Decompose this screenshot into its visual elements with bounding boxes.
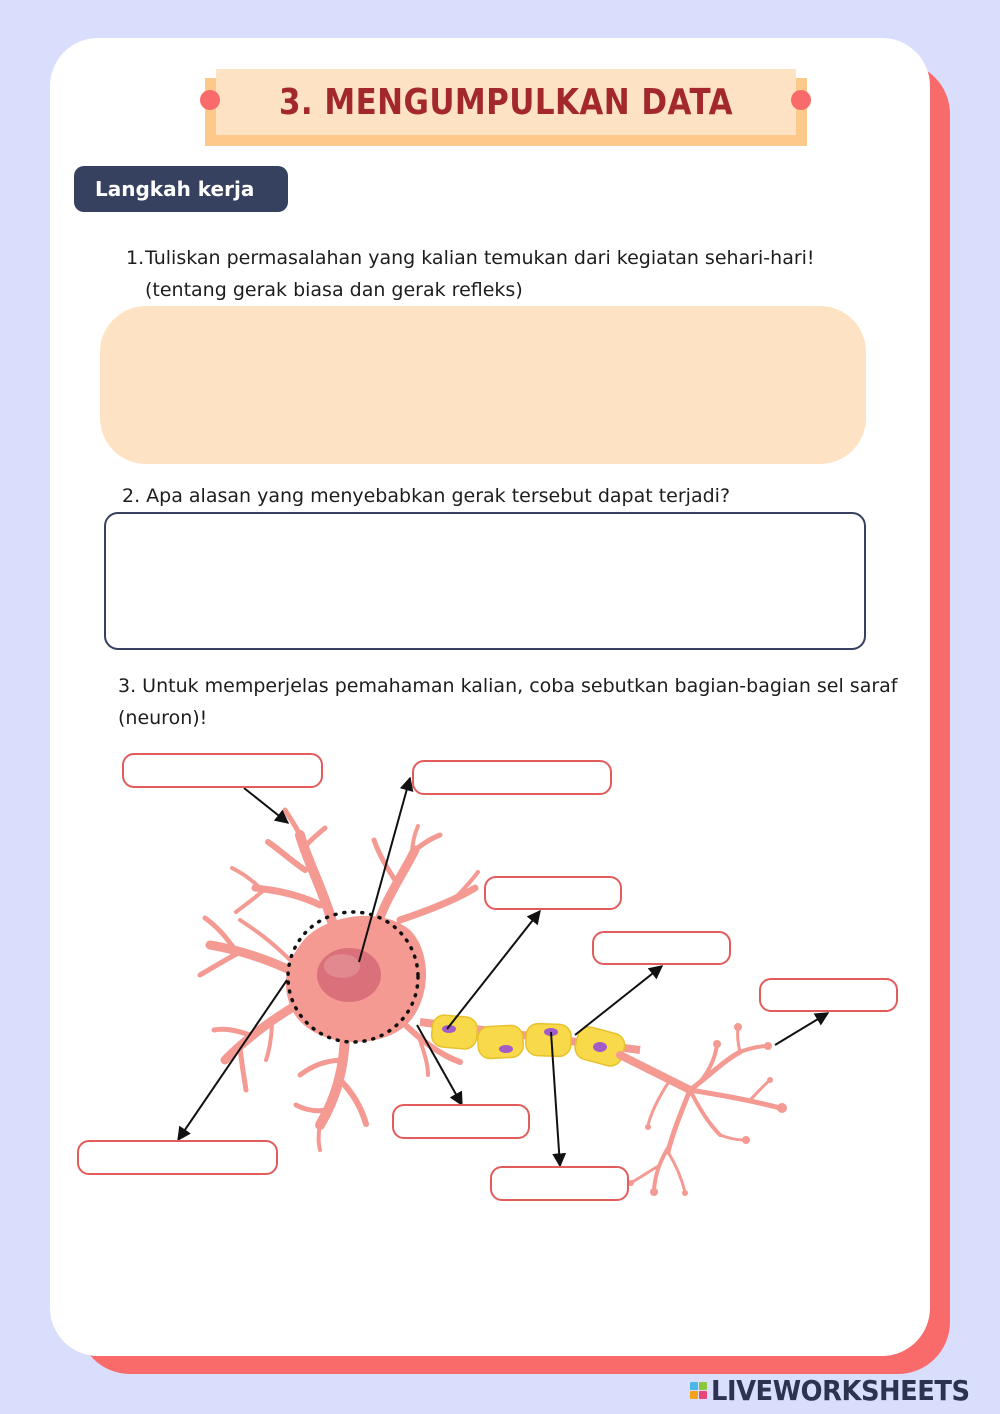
label-box-axon-terminal[interactable] bbox=[759, 978, 898, 1012]
label-box-dendrite[interactable] bbox=[122, 753, 323, 788]
liveworksheets-brand[interactable] bbox=[690, 1374, 992, 1406]
liveworksheets-logo-icon bbox=[690, 1382, 707, 1399]
section-badge-label: Langkah kerja bbox=[95, 177, 255, 201]
label-box-myelin-sheath[interactable] bbox=[592, 931, 731, 965]
label-box-schwann-cell[interactable] bbox=[484, 876, 622, 910]
brand-name: LIVEWORKSHEETS bbox=[711, 1373, 970, 1407]
question-2: 2. Apa alasan yang menyebabkan gerak tersebut dapat terjadi? bbox=[122, 485, 731, 507]
page-title: 3. MENGUMPULKAN DATA bbox=[278, 81, 734, 123]
label-box-node-of-ranvier[interactable] bbox=[490, 1166, 629, 1201]
label-box-axon[interactable] bbox=[392, 1104, 530, 1139]
question-1-line2: (tentang gerak biasa dan gerak refleks) bbox=[145, 279, 523, 301]
question-1-line1: Tuliskan permasalahan yang kalian temukan dari kegiatan sehari-hari! bbox=[145, 247, 815, 269]
question-3-line1: 3. Untuk memperjelas pemahaman kalian, coba sebutkan bagian-bagian sel saraf bbox=[118, 675, 898, 697]
question-1-number: 1. bbox=[126, 247, 145, 269]
question-3-line2: (neuron)! bbox=[118, 707, 208, 729]
label-box-nucleus[interactable] bbox=[412, 760, 612, 795]
label-box-cell-body[interactable] bbox=[77, 1140, 278, 1175]
